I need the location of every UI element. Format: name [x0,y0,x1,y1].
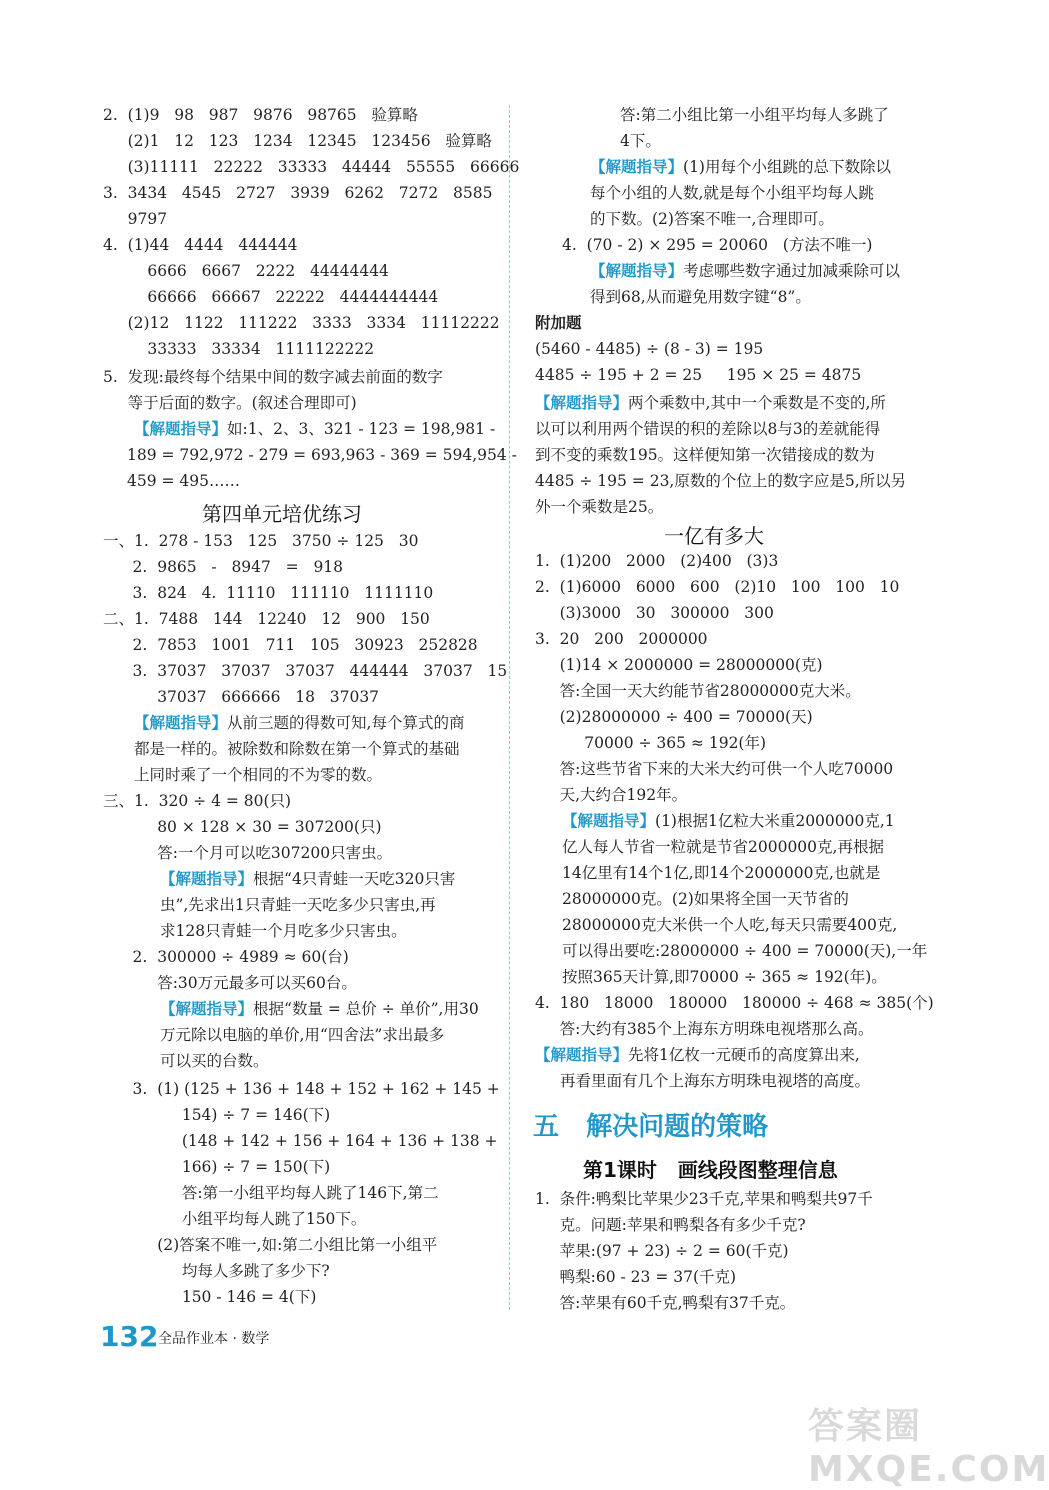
tip-text: 根据“数量 = 总价 ÷ 单价”,用30 [253,1000,479,1018]
tip-label: 【解题指导】 [590,158,684,176]
answer-line: 2. (1)6000 6000 600 (2)10 100 100 10 [535,578,900,596]
column-divider [509,105,510,1310]
watermark: 答案圈 MXQE.COM [808,1406,1049,1490]
answer-line: 答:大约有385个上海东方明珠电视塔那么高。 [535,1020,874,1038]
tip-line: 得到68,从而避免用数字键“8”。 [590,288,811,306]
answer-line: 6666 6667 2222 44444444 [103,262,389,280]
tip-label: 【解题指导】 [535,394,629,412]
tip-line: 的下数。(2)答案不唯一,合理即可。 [590,210,834,228]
answer-line: 2. 300000 ÷ 4989 ≈ 60(台) [103,948,349,966]
answer-line: 4485 ÷ 195 + 2 = 25 195 × 25 = 4875 [535,366,862,384]
tip-line: 4485 ÷ 195 = 23,原数的个位上的数字应是5,所以另 [535,472,907,490]
tip-line: 亿人每人节省一粒就是节省2000000克,再根据 [562,838,884,856]
answer-line: 166) ÷ 7 = 150(下) [103,1158,331,1176]
chapter-title: 五 解决问题的策略 [533,1112,769,1142]
tip-label: 【解题指导】 [562,812,656,830]
answer-line: 小组平均每人跳了150下。 [103,1210,367,1228]
solution-tip [535,1044,860,1066]
answer-line: 3. 20 200 2000000 [535,630,708,648]
tip-line: 459 = 495…… [127,472,241,490]
tip-line: 189 = 792,972 - 279 = 693,963 - 369 = 594,954 - [127,446,517,464]
tip-line: 28000000克。(2)如果将全国一天节省的 [562,890,849,908]
answer-line: 1. 条件:鸭梨比苹果少23千克,苹果和鸭梨共97千 [535,1190,873,1208]
tip-line: 以可以利用两个错误的积的差除以8与3的差就能得 [535,420,881,438]
bonus-title: 附加题 [535,314,582,332]
answer-line: 答:第二小组比第一小组平均每人多跳了 [620,106,889,124]
tip-text: (1)用每个小组跳的总下数除以 [683,158,891,176]
tip-line: 上同时乘了一个相同的不为零的数。 [134,766,383,784]
answer-line: 4. (1)44 4444 444444 [103,236,298,254]
answer-line: 答:全国一天大约能节省28000000克大米。 [535,682,861,700]
answer-line: 3. (1) (125 + 136 + 148 + 152 + 162 + 145 + [103,1080,500,1098]
solution-tip [134,712,464,734]
answer-line: (5460 - 4485) ÷ (8 - 3) = 195 [535,340,764,358]
solution-tip [590,156,891,178]
section-heading-yi: 一亿有多大 [664,524,764,548]
answer-line: 80 × 128 × 30 = 307200(只) [103,818,382,836]
answer-line: 苹果:(97 + 23) ÷ 2 = 60(千克) [535,1242,789,1260]
tip-line: 14亿里有14个1亿,即14个2000000克,也就是 [562,864,881,882]
answer-line: (3)3000 30 300000 300 [535,604,774,622]
tip-line: 可以买的台数。 [160,1052,269,1070]
answer-line: (2)28000000 ÷ 400 = 70000(天) [535,708,813,726]
section-heading-unit4: 第四单元培优练习 [202,502,362,526]
tip-line: 按照365天计算,即70000 ÷ 365 ≈ 192(年)。 [562,968,887,986]
solution-tip [562,810,895,832]
answer-line: 2. 7853 1001 711 105 30923 252828 [103,636,478,654]
answer-line: 2. (1)9 98 987 9876 98765 验算略 [103,106,418,124]
answer-line: 三、1. 320 ÷ 4 = 80(只) [103,792,292,810]
tip-text: 从前三题的得数可知,每个算式的商 [227,714,465,732]
tip-label: 【解题指导】 [590,262,684,280]
tip-line: 可以得出要吃:28000000 ÷ 400 = 70000(天),一年 [562,942,928,960]
answer-line: (2)答案不唯一,如:第二小组比第一小组平 [103,1236,438,1254]
tip-line: 再看里面有几个上海东方明珠电视塔的高度。 [560,1072,871,1090]
answer-line: 答:苹果有60千克,鸭梨有37千克。 [535,1294,796,1312]
answer-line: 答:这些节省下来的大米大约可供一个人吃70000 [535,760,894,778]
solution-tip [590,260,900,282]
answer-line: 154) ÷ 7 = 146(下) [103,1106,331,1124]
answer-line: 答:第一小组平均每人跳了146下,第二 [103,1184,439,1202]
answer-line: 150 - 146 = 4(下) [103,1288,317,1306]
tip-label: 【解题指导】 [134,714,228,732]
solution-tip [160,998,479,1020]
solution-tip [535,392,886,414]
answer-line: 3. 3434 4545 2727 3939 6262 7272 8585 [103,184,493,202]
answer-line: 二、1. 7488 144 12240 12 900 150 [103,610,430,628]
tip-line: 求128只青蛙一个月吃多少只害虫。 [160,922,407,940]
tip-line: 万元除以电脑的单价,用“四舍法”求出最多 [160,1026,445,1044]
answer-line: 2. 9865 - 8947 = 918 [103,558,344,576]
answer-line: (2)12 1122 111222 3333 3334 11112222 [103,314,500,332]
tip-line: 28000000克大米供一个人吃,每天只需要400克, [562,916,898,934]
answer-line: 3. 37037 37037 37037 444444 37037 15 [103,662,508,680]
answer-line: 4. 180 18000 180000 180000 ÷ 468 ≈ 385(个) [535,994,934,1012]
answer-line: (2)1 12 123 1234 12345 123456 验算略 [103,132,492,150]
answer-line: 4下。 [620,132,661,150]
tip-text: (1)根据1亿粒大米重2000000克,1 [655,812,895,830]
answer-line: 3. 824 4. 11110 111110 1111110 [103,584,434,602]
answer-line: 70000 ÷ 365 ≈ 192(年) [535,734,767,752]
tip-label: 【解题指导】 [535,1046,629,1064]
tip-label: 【解题指导】 [160,870,254,888]
book-title: 全品作业本 · 数学 [158,1331,270,1347]
answer-line: (3)11111 22222 33333 44444 55555 66666 [103,158,520,176]
answer-line: 1. (1)200 2000 (2)400 (3)3 [535,552,779,570]
tip-text: 考虑哪些数字通过加减乘除可以 [683,262,901,280]
tip-text: 如:1、2、3、321 - 123 = 198,981 - [227,420,496,438]
tip-label: 【解题指导】 [160,1000,254,1018]
answer-line: 66666 66667 22222 4444444444 [103,288,439,306]
answer-line: 均每人多跳了多少下? [103,1262,330,1280]
answer-line: 9797 [103,210,168,228]
tip-text: 先将1亿枚一元硬币的高度算出来, [628,1046,860,1064]
answer-line: (148 + 142 + 156 + 164 + 136 + 138 + [103,1132,498,1150]
answer-line: 等于后面的数字。(叙述合理即可) [103,394,357,412]
page-number: 132 [100,1320,159,1353]
tip-line: 每个小组的人数,就是每个小组平均每人跳 [590,184,874,202]
tip-line: 外一个乘数是25。 [535,498,664,516]
tip-line: 虫”,先求出1只青蛙一天吃多少只害虫,再 [160,896,436,914]
lesson-title: 第1课时 画线段图整理信息 [583,1158,838,1182]
answer-line: 37037 666666 18 37037 [103,688,380,706]
answer-line: 天,大约合192年。 [535,786,688,804]
tip-text: 两个乘数中,其中一个乘数是不变的,所 [628,394,886,412]
answer-line: 克。问题:苹果和鸭梨各有多少千克? [535,1216,806,1234]
tip-text: 根据“4只青蛙一天吃320只害 [253,870,456,888]
answer-line: 5. 发现:最终每个结果中间的数字减去前面的数字 [103,368,443,386]
answer-line: (1)14 × 2000000 = 28000000(克) [535,656,823,674]
tip-line: 到不变的乘数195。这样便知第一次错接成的数为 [535,446,875,464]
answer-line: 4. (70 - 2) × 295 = 20060 (方法不唯一) [562,236,873,254]
solution-tip [134,418,495,440]
answer-line: 一、1. 278 - 153 125 3750 ÷ 125 30 [103,532,419,550]
solution-tip [160,868,455,890]
tip-line: 都是一样的。被除数和除数在第一个算式的基础 [134,740,460,758]
answer-line: 答:30万元最多可以买60台。 [103,974,357,992]
answer-line: 答:一个月可以吃307200只害虫。 [103,844,393,862]
answer-line: 鸭梨:60 - 23 = 37(千克) [535,1268,737,1286]
answer-line: 33333 33334 1111122222 [103,340,375,358]
tip-label: 【解题指导】 [134,420,228,438]
